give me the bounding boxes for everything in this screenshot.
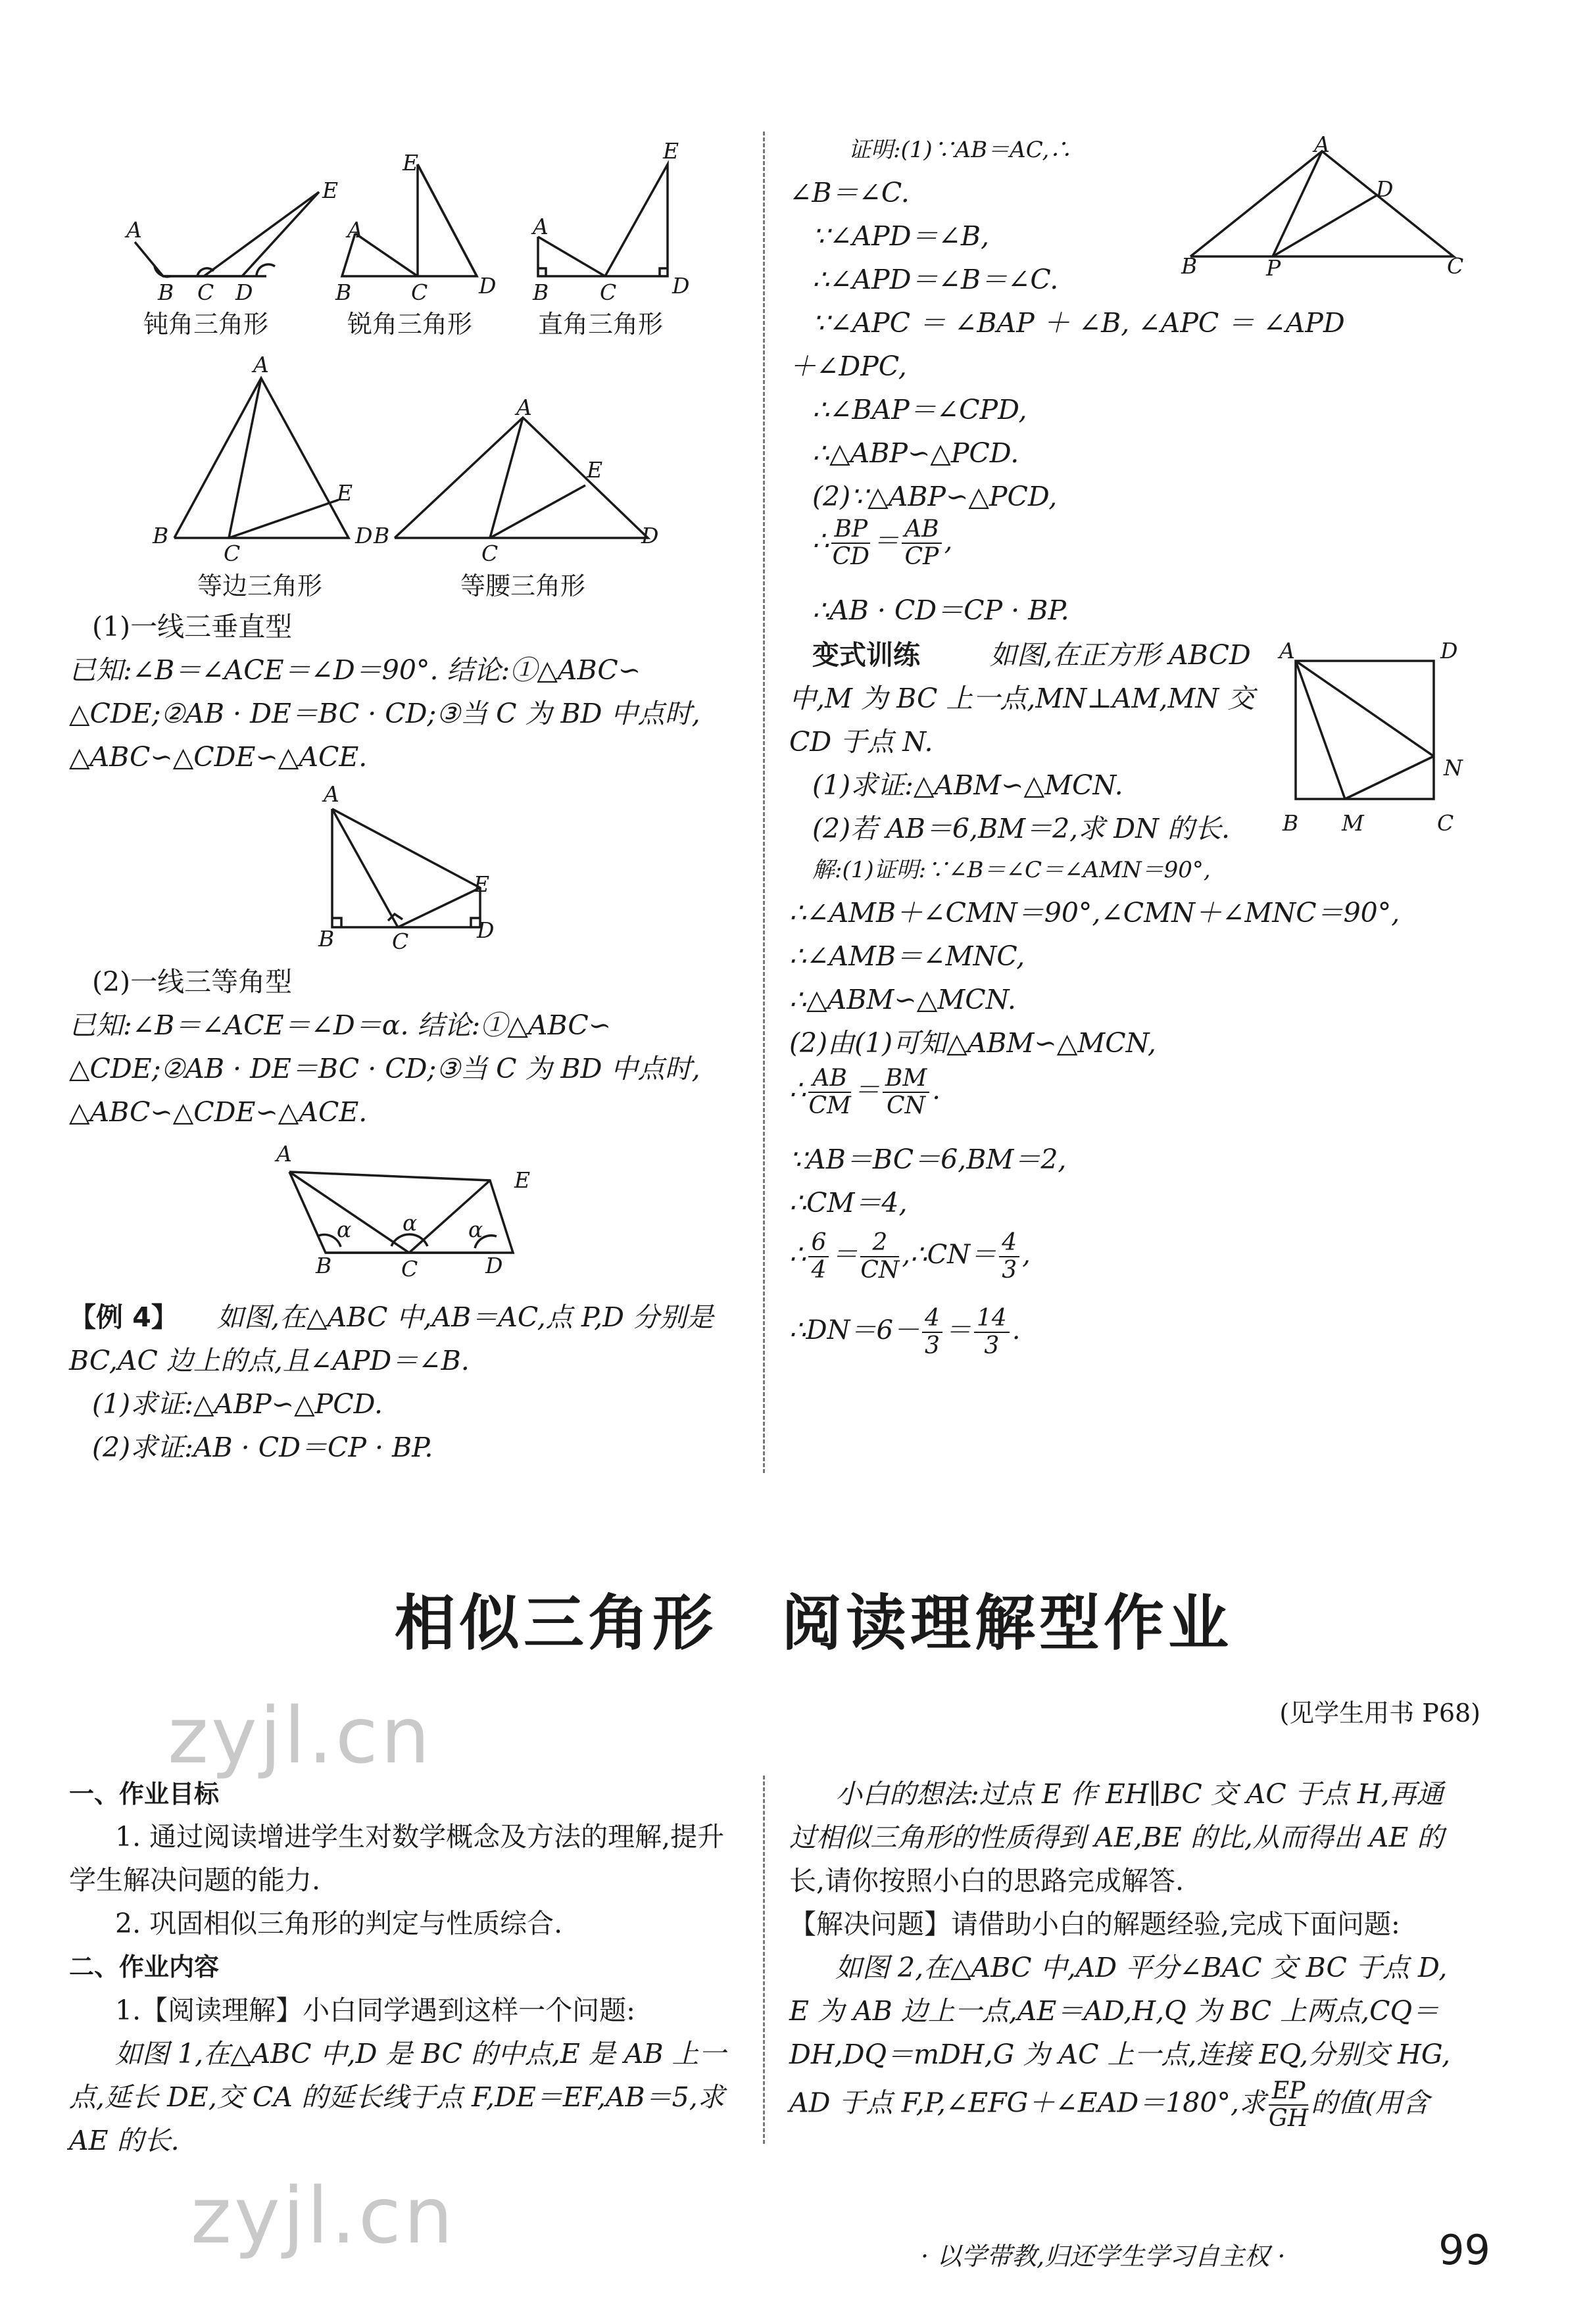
caption-right: 直角三角形 xyxy=(538,310,664,339)
content-line: 点,延长 DE,交 CA 的延长线于点 F,DE＝EF,AB＝5,求 xyxy=(69,2081,725,2113)
type2-line: 已知:∠B＝∠ACE＝∠D＝α. 结论:①△ABC∽ xyxy=(69,1009,612,1041)
proof-line: 证明:(1)∵AB＝AC,∴ xyxy=(848,137,1072,163)
figure-obtuse xyxy=(135,192,319,277)
watermark: zyjl.cn xyxy=(168,1690,433,1781)
figure-isosceles xyxy=(395,418,648,538)
content-heading: 二、作业内容 xyxy=(69,1952,220,1981)
footer-motto: · 以学带教,归还学生学习自主权 · xyxy=(921,2242,1286,2271)
reading-line: 如图 2,在△ABC 中,AD 平分∠BAC 交 BC 于点 D, xyxy=(835,1952,1448,1983)
content-line: 1.【阅读理解】小白同学遇到这样一个问题: xyxy=(115,1995,635,2026)
goal-heading: 一、作业目标 xyxy=(69,1779,220,1808)
proof-line: ∴△ABP∽△PCD. xyxy=(812,437,1019,469)
type1-line: 已知:∠B＝∠ACE＝∠D＝90°. 结论:①△ABC∽ xyxy=(69,654,641,686)
reading-line: 【解决问题】请借助小白的解题经验,完成下面问题: xyxy=(789,1908,1400,1940)
caption-isosceles: 等腰三角形 xyxy=(460,571,586,600)
solution-fraction: ∴ $\frac{AB}{CM}$ ＝ $\frac{BM}{CN}$ . xyxy=(789,1065,941,1119)
proof-line: ∴∠BAP＝∠CPD, xyxy=(812,394,1027,425)
example4-line: (1)求证:△ABP∽△PCD. xyxy=(92,1388,383,1420)
content-line: 如图 1,在△ABC 中,D 是 BC 的中点,E 是 AB 上一 xyxy=(115,2038,726,2070)
example4-line: (2)求证:AB · CD＝CP · BP. xyxy=(92,1432,433,1463)
type1-heading: (1)一线三垂直型 xyxy=(92,611,293,642)
type1-line: △CDE;②AB · DE＝BC · CD;③当 C 为 BD 中点时, xyxy=(69,698,700,729)
proof-line: (2)∵△ABP∽△PCD, xyxy=(812,481,1058,512)
caption-equilateral: 等边三角形 xyxy=(197,571,323,600)
column-divider xyxy=(763,132,765,1473)
column-divider xyxy=(763,1776,765,2144)
solution-line: ∵AB＝BC＝6,BM＝2, xyxy=(789,1144,1067,1175)
proof-line: ∵∠APD＝∠B, xyxy=(812,220,990,252)
variant-line: CD 于点 N. xyxy=(789,726,933,758)
reading-line: DH,DQ＝mDH,G 为 AC 上一点,连接 EQ,分别交 HG, xyxy=(789,2039,1451,2070)
reading-line: 小白的想法:过点 E 作 EH∥BC 交 AC 于点 H,再通 xyxy=(835,1778,1444,1810)
page-number: 99 xyxy=(1438,2226,1490,2274)
solution-line: 解:(1)证明:∵∠B＝∠C＝∠AMN＝90°, xyxy=(812,857,1211,883)
content-line: AE 的长. xyxy=(69,2125,180,2156)
variant-line: 中,M 为 BC 上一点,MN⊥AM,MN 交 xyxy=(789,683,1255,714)
figure-square xyxy=(1283,648,1440,812)
watermark: zyjl.cn xyxy=(191,2170,456,2261)
solution-fraction: ∴ $\frac{6}{4}$ ＝ $\frac{2}{CN}$ ,∴CN＝ $\frac{4}{3}$ , xyxy=(789,1229,1031,1284)
variant-line: (1)求证:△ABM∽△MCN. xyxy=(812,769,1123,801)
solution-line: ∴∠AMB＋∠CMN＝90°,∠CMN＋∠MNC＝90°, xyxy=(789,897,1400,929)
goal-line: 学生解决问题的能力. xyxy=(69,1864,321,1896)
figure-equilateral xyxy=(174,378,349,538)
reading-line: AD 于点 F,P,∠EFG＋∠EAD＝180°,求 $\frac{EP}{GH}$ 的值(用含 xyxy=(789,2077,1430,2132)
proof-line: ∴∠APD＝∠B＝∠C. xyxy=(812,264,1059,295)
example4-label: 【例 4】 xyxy=(69,1301,178,1333)
type2-line: △ABC∽△CDE∽△ACE. xyxy=(69,1096,368,1128)
example4-line: BC,AC 边上的点,且∠APD＝∠B. xyxy=(69,1345,470,1376)
proof-line: ＋∠DPC, xyxy=(789,351,907,382)
type1-line: △ABC∽△CDE∽△ACE. xyxy=(69,741,368,773)
proof-fraction: ∴ $\frac{BP}{CD}$ ＝ $\frac{AB}{CP}$ , xyxy=(812,516,953,570)
goal-line: 2. 巩固相似三角形的判定与性质综合. xyxy=(115,1908,563,1939)
caption-acute: 锐角三角形 xyxy=(347,310,473,339)
variant-line: (2)若 AB＝6,BM＝2,求 DN 的长. xyxy=(812,813,1231,844)
proof-line: ∵∠APC ＝ ∠BAP ＋ ∠B, ∠APC ＝ ∠APD xyxy=(812,307,1345,339)
solution-line: (2)由(1)可知△ABM∽△MCN, xyxy=(789,1027,1156,1059)
goal-line: 1. 通过阅读增进学生对数学概念及方法的理解,提升 xyxy=(115,1821,725,1852)
variant-line: 如图,在正方形 ABCD xyxy=(990,639,1251,671)
solution-line: ∴CM＝4, xyxy=(789,1187,908,1219)
reading-line: 过相似三角形的性质得到 AE,BE 的比,从而得出 AE 的 xyxy=(789,1822,1444,1853)
example4-line: 如图,在△ABC 中,AB＝AC,点 P,D 分别是 xyxy=(217,1301,714,1333)
type2-heading: (2)一线三等角型 xyxy=(92,966,293,998)
proof-line: ∴AB · CD＝CP · BP. xyxy=(812,594,1069,626)
reading-line: 长,请你按照小白的思路完成解答. xyxy=(789,1865,1185,1897)
proof-line: ∠B＝∠C. xyxy=(789,177,910,208)
variant-label: 变式训练 xyxy=(812,639,920,671)
type2-line: △CDE;②AB · DE＝BC · CD;③当 C 为 BD 中点时, xyxy=(69,1053,700,1084)
section-title: 相似三角形 阅读理解型作业 xyxy=(395,1588,1233,1658)
solution-line: ∴∠AMB＝∠MNC, xyxy=(789,940,1025,972)
section-ref: (见学生用书 P68) xyxy=(1279,1699,1480,1728)
reading-line: E 为 AB 边上一点,AE＝AD,H,Q 为 BC 上两点,CQ＝ xyxy=(789,1995,1440,2027)
solution-line: ∴△ABM∽△MCN. xyxy=(789,984,1016,1015)
figure-right xyxy=(538,164,668,276)
caption-obtuse: 钝角三角形 xyxy=(143,310,269,339)
solution-fraction: ∴DN＝6－ $\frac{4}{3}$ ＝ $\frac{14}{3}$ . xyxy=(789,1305,1021,1359)
